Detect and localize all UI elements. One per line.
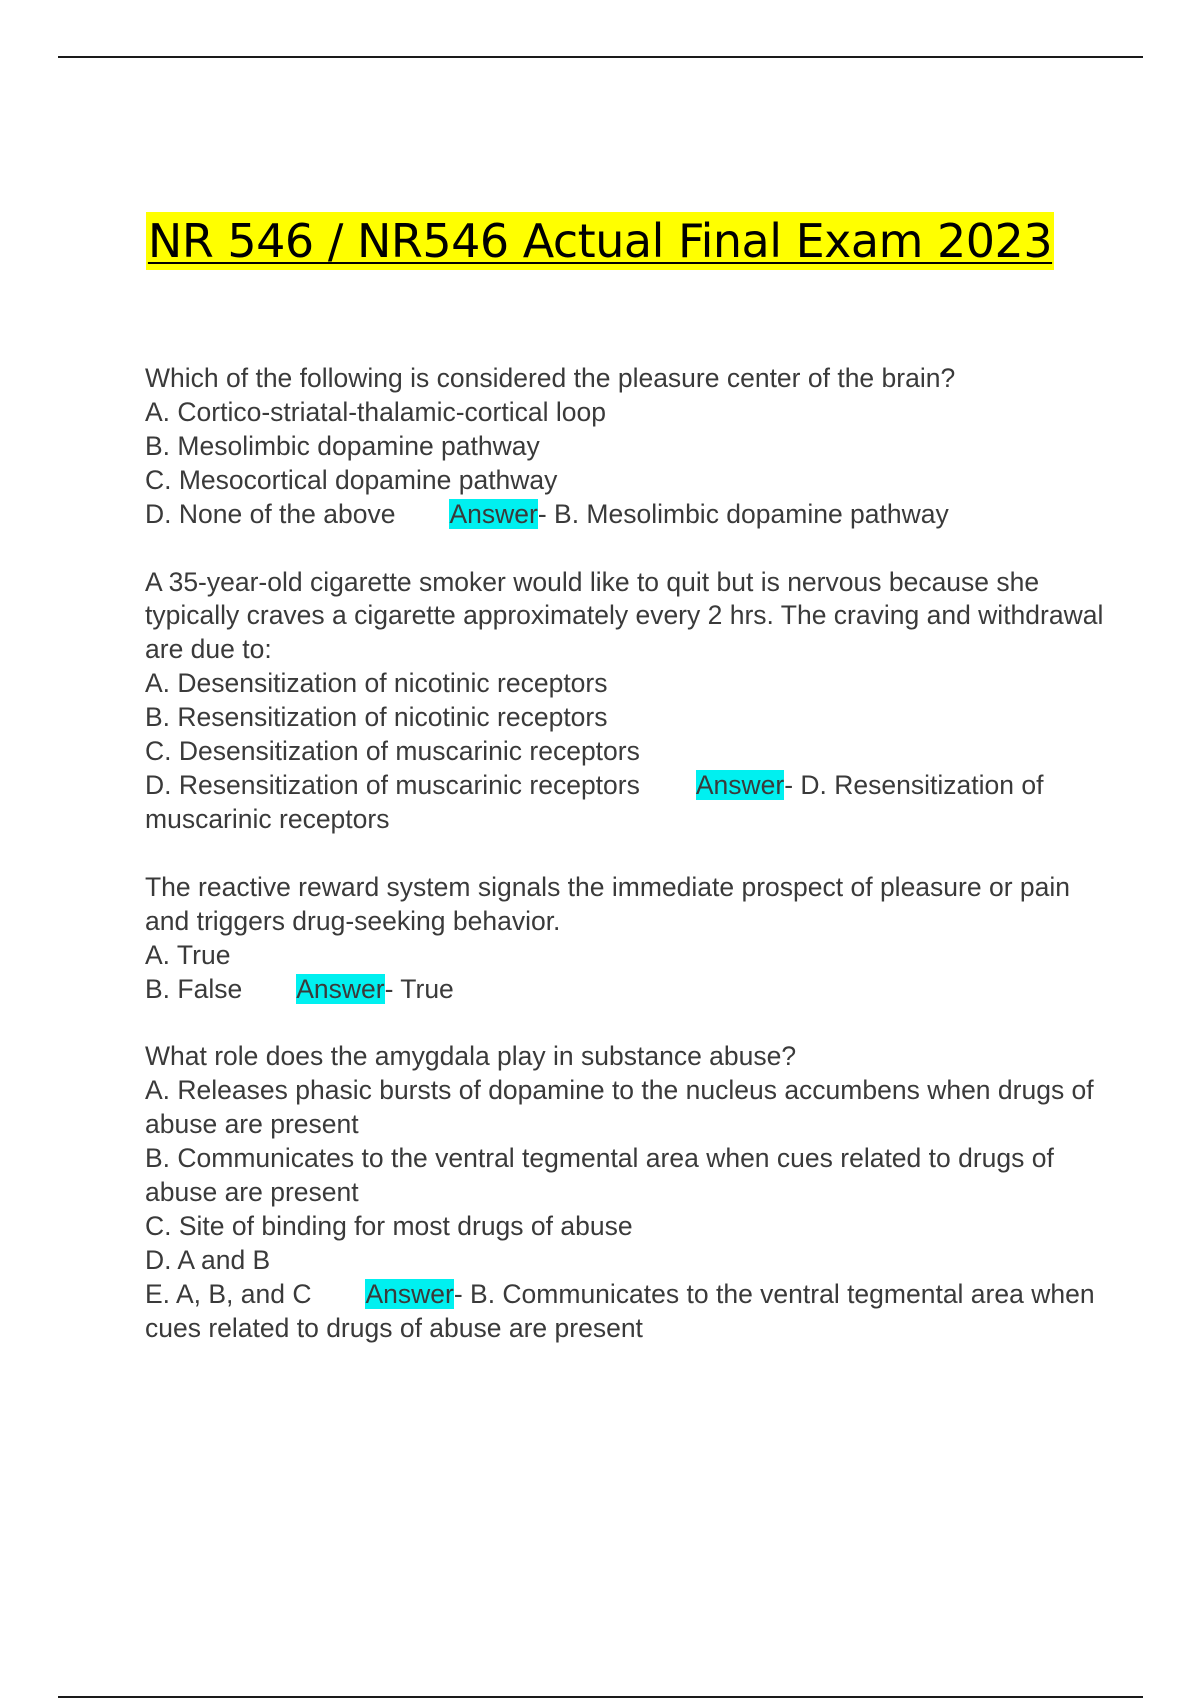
title-container <box>0 212 1200 270</box>
answer-label: Answer <box>695 769 785 800</box>
answer-text: - B. Mesolimbic dopamine pathway <box>537 498 949 529</box>
option-b: B. Mesolimbic dopamine pathway <box>145 430 540 461</box>
question-stem: What role does the amygdala play in substance abuse? <box>145 1041 797 1072</box>
option-a: A. Releases phasic bursts of dopamine to the nucleus accumbens when drugs of abuse are present <box>145 1075 1102 1140</box>
option-d: D. A and B <box>145 1244 271 1275</box>
option-c: C. Desensitization of muscarinic receptors <box>145 736 640 767</box>
answer-text: - True <box>384 973 454 1004</box>
option-e-with-answer <box>145 1278 1105 1346</box>
question-stem: A 35-year-old cigarette smoker would like to quit but is nervous because she typically craves a cigarette approximately every 2 hrs. The craving and withdrawal are due to: <box>145 566 1111 665</box>
question-3 <box>145 871 1105 1007</box>
option-a: A. Desensitization of nicotinic receptors <box>145 668 608 699</box>
option-b: B. Communicates to the ventral tegmental area when cues related to drugs of abuse are present <box>145 1143 1062 1208</box>
option-d-with-answer <box>145 498 1105 532</box>
questions-container <box>145 362 1111 1380</box>
option-b: B. Resensitization of nicotinic receptors <box>145 702 608 733</box>
option-a: A. True <box>145 939 231 970</box>
answer-label: Answer <box>365 1278 454 1309</box>
bottom-rule <box>58 1696 1143 1698</box>
top-rule <box>58 56 1143 58</box>
option-b-with-answer <box>145 973 1105 1007</box>
answer-label: Answer <box>449 498 538 529</box>
option-d: D. None of the above <box>145 498 396 529</box>
option-d-with-answer <box>145 769 1105 837</box>
document-title: NR 546 / NR546 Actual Final Exam 2023 <box>147 214 1053 268</box>
answer-text: - B. Communicates to the ventral tegmental area when cues related to drugs of abuse are present <box>145 1278 1102 1343</box>
question-2 <box>145 566 1111 837</box>
question-1 <box>145 362 1105 532</box>
option-a: A. Cortico-striatal-thalamic-cortical loop <box>145 396 606 427</box>
option-b: B. False <box>145 973 243 1004</box>
option-c: C. Site of binding for most drugs of abuse <box>145 1210 633 1241</box>
answer-label: Answer <box>296 973 385 1004</box>
option-c: C. Mesocortical dopamine pathway <box>145 464 558 495</box>
question-stem: The reactive reward system signals the immediate prospect of pleasure or pain and triggers drug-seeking behavior. <box>145 871 1078 936</box>
question-4 <box>145 1040 1105 1345</box>
answer-text: - D. Resensitization of muscarinic receptors <box>145 769 1051 834</box>
question-stem: Which of the following is considered the pleasure center of the brain? <box>145 363 956 393</box>
option-e: E. A, B, and C <box>145 1278 312 1309</box>
option-d: D. Resensitization of muscarinic receptors <box>145 769 640 800</box>
